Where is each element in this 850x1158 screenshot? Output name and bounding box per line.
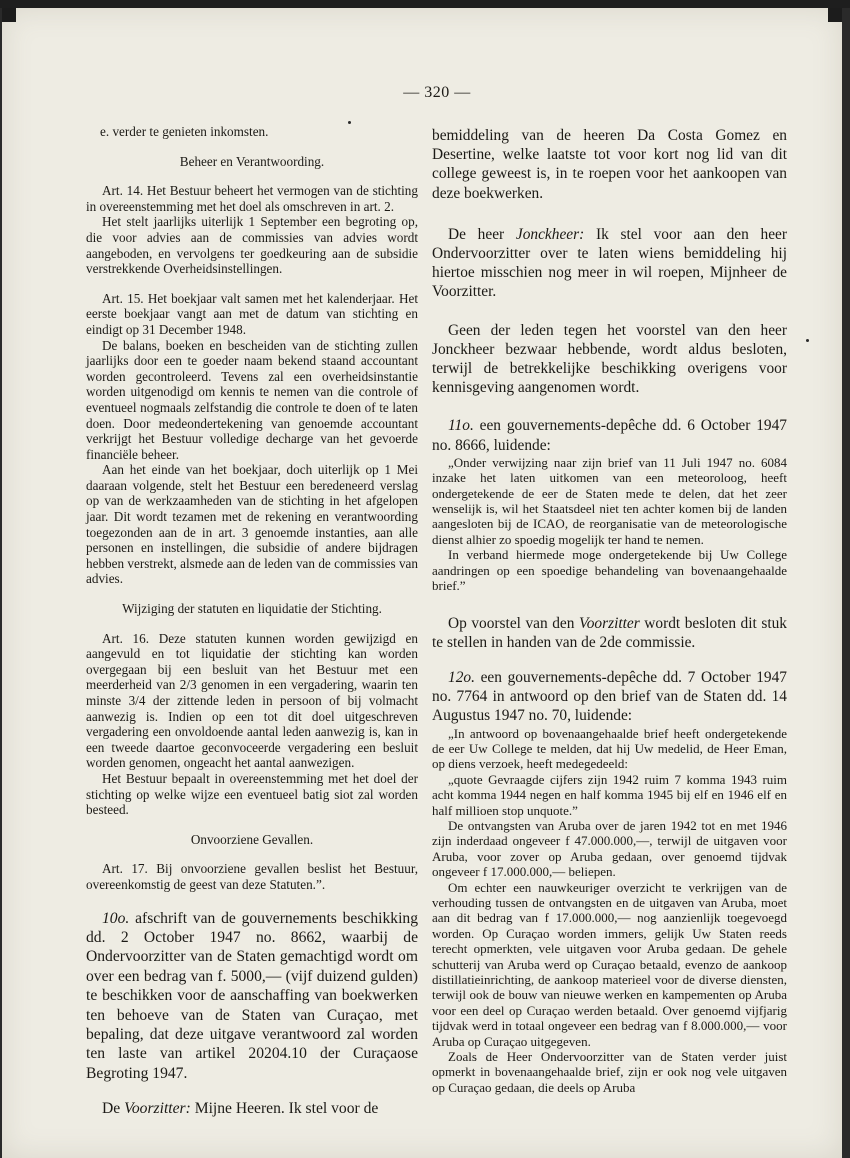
quoted-letter: De ontvangsten van Aruba over de jaren 1942 tot en met 1946 zijn inderdaad ongeveer f 47.000.000,—, terwijl de uitgaven voor Aruba, voor zover op Aruba gedaan, over genoemd tijdvak ongeveer f 17.000.000,— beliepen. [432, 817, 787, 880]
print-speck [806, 339, 809, 342]
paragraph: Art. 17. Bij onvoorziene gevallen beslist het Bestuur, overeenkomstig de geest van deze Statuten.”. [86, 861, 418, 892]
paragraph: Art. 15. Het boekjaar valt samen met het kalenderjaar. Het eerste boekjaar vangt aan met de datum van stichting en eindigt op 31 December 1948. [86, 290, 418, 337]
text-span: wordt besloten dit stuk te stellen in handen van de 2de commissie. [432, 614, 787, 651]
section-heading: Wijziging der statuten en liquidatie der Stichting. [122, 601, 382, 617]
left-column [86, 124, 418, 1119]
scan-border [0, 0, 850, 8]
corner-mark-right [828, 8, 842, 22]
quoted-letter: „quote Gevraagde cijfers zijn 1942 ruim 7 komma 1943 ruim acht komma 1944 negen en half komma 1945 bij elf en 1946 elf en half millioen stop unquote.” [432, 771, 787, 818]
quoted-letter: Om echter een nauwkeuriger overzicht te verkrijgen van de verhouding tussen de ontvangsten en de uitgaven van Aruba, moet aan dit bedrag van f 17.000.000,— nog aanzienlijk toegevoegd worden. Op Curaçao worden immers, gelijk Uw Staten reeds terecht opmerkten, vele uitgaven voor Aruba gedaan. De gehele schutterij van Aruba werd op Curaçao betaald, evenzo de aankoop distillatieinrichting, de aankoop materieel voor de diverse diensten, terwijl ook de bouw van nieuwe werken en kampementen op Aruba voor een deel op Curaçao werden betaald. Over genoemd vijfjarig tijdvak werd in totaal ongeveer een bedrag van f 8.000.000,— voor Aruba op Curaçao uitgegeven. [432, 879, 787, 1049]
speaker-name: Voorzitter: [124, 1100, 191, 1118]
quoted-letter: Zoals de Heer Ondervoorzitter van de Staten verder juist opmerkt in bovenaangehaalde brief, zijn er ook nog vele uitgaven op Curaçao gedaan, die deels op Aruba [432, 1049, 787, 1095]
paragraph: Het Bestuur bepaalt in overeenstemming met het doel der stichting op welke wijze een eventueel batig siot zal worden besteed. [86, 770, 418, 818]
item-number: 12o. [448, 668, 475, 686]
speaker-name: Jonckheer: [515, 225, 585, 243]
quoted-letter: „Onder verwijzing naar zijn brief van 11 Juli 1947 no. 6084 inzake het laten uitkomen van een meteoroloog, heeft ondergetekende de eer de Staten mede te delen, dat het zeer wenselijk is, wil het Staatsdeel niet ten achter komen bij de landen aangesloten bij de ICAO, de reorganisatie van de meteorologische dienst alhier zo spoedig mogelijk ter hand te nemen. [432, 454, 787, 547]
text-span: De [102, 1100, 125, 1118]
speaker-paragraph [432, 225, 787, 302]
section-heading: Onvoorziene Gevallen. [190, 831, 314, 847]
right-column [432, 126, 787, 1095]
quoted-letter: „In antwoord op bovenaangehaalde brief heeft ondergetekende de eer Uw College te melden, dat hij Uw medelid, de Heer Eman, op diens verzoek, heeft medegedeeld: [432, 725, 787, 772]
speaker-paragraph [432, 614, 787, 652]
corner-mark-left [2, 8, 16, 22]
text-span: De heer [448, 225, 516, 243]
agenda-item-10 [86, 909, 418, 1084]
text-span: Op voorstel van den [448, 614, 580, 632]
item-number: 11o. [448, 417, 474, 435]
section-heading: Beheer en Verantwoording. [179, 153, 325, 169]
speaker-name: Voorzitter [579, 614, 640, 632]
paragraph: bemiddeling van de heeren Da Costa Gomez en Desertine, welke laatste tot voor kort nog lid van dit college geweest is, in te roepen voor het aankoopen van deze boekwerken. [432, 127, 787, 202]
quoted-letter: In verband hiermede moge ondergetekende bij Uw College aandringen op een spoedige behandeling van bovenaangehaalde brief.” [432, 547, 787, 594]
paragraph: Het stelt jaarlijks uiterlijk 1 September een begroting op, die voor advies aan de commissies van advies wordt aangeboden, en vervolgens ter goedkeuring aan de subsidie verstrekkende Overheidsinstellingen. [86, 214, 418, 277]
paragraph: De balans, boeken en bescheiden van de stichting zullen jaarlijks door een te goeder naam bekend staand accountant worden gecontroleerd. Tevens zal een overheidsinstantie worden uitgenodigd om kennis te nemen van die controle of eventueel nogmaals zelfstandig die controle te doen of te laten doen. Door medeondertekening van genoemde accountant verkrijgt het Bestuur volledige decharge van het gevoerde financiële beheer. [86, 337, 418, 462]
item-number: 10o. [102, 909, 130, 927]
paragraph: Aan het einde van het boekjaar, doch uiterlijk op 1 Mei daaraan volgende, stelt het Bestuur een beredeneerd verslag op van de werkzaamheden van de stichting in het afgelopen jaar. Dit wordt tezamen met de rekening en verantwoording toegezonden aan de in art. 3 genoemde instanties, aan alle personen en instellingen, die subsidie of andere bijdragen hebben verstrekt, alsmede aan de leden van de commissies van advies. [86, 462, 418, 587]
item-text: een gouvernements-depêche dd. 7 October 1947 no. 7764 in antwoord op den brief van de Staten dd. 14 Augustus 1947 no. 70, luidende: [432, 668, 787, 725]
page-number: — 320 — [403, 84, 471, 101]
agenda-item-11 [432, 416, 787, 454]
speaker-paragraph [86, 1099, 418, 1118]
paragraph: Art. 14. Het Bestuur beheert het vermogen van de stichting in overeenstemming met het doel als omschreven in art. 2. [86, 183, 418, 214]
item-text: een gouvernements-depêche dd. 6 October 1947 no. 8666, luidende: [432, 417, 787, 454]
paragraph: e. verder te genieten inkomsten. [100, 124, 269, 139]
agenda-item-12 [432, 668, 787, 726]
item-text: afschrift van de gouvernements beschikking dd. 2 October 1947 no. 8662, waarbij de Ondervoorzitter van de Staten gemachtigd wordt om over een bedrag van f. 5000,— (vijf duizend gulden) te beschikken voor de aanschaffing van boekwerken ten behoeve van de Staten van Curaçao, met bepaling, dat deze uitgave verantwoord zal worden ten laste van artikel 20204.10 der Curaçaose Begroting 1947. [86, 909, 418, 1082]
paragraph: Art. 16. Deze statuten kunnen worden gewijzigd en aangevuld en tot liquidatie der stichting kan worden overgegaan bij een besluit van het Bestuur met een meerderheid van 2/3 genomen in een vergadering, waarin ten minste 3/4 der zittende leden in persoon of bij volmacht aanwezig is. Indien op een tot dit doel uitgeschreven vergadering een onvoldoende aantal leden aanwezig is, kan in een tweede daartoe geconvoceerde vergadering een besluit worden genomen, ongeacht het aantal aanwezigen. [86, 630, 418, 771]
text-span: Mijne Heeren. Ik stel voor de [190, 1100, 379, 1118]
text-span: Ik stel voor aan den heer Ondervoorzitter over te laten wiens bemiddeling hij hiertoe misschien nog meer in wil roepen, Mijnheer de Voorzitter. [432, 225, 788, 301]
paragraph: Geen der leden tegen het voorstel van den heer Jonckheer bezwaar hebbende, wordt aldus besloten, terwijl de betrekkelijke beschikking overigens voor kennisgeving aangenomen wordt. [432, 321, 787, 397]
